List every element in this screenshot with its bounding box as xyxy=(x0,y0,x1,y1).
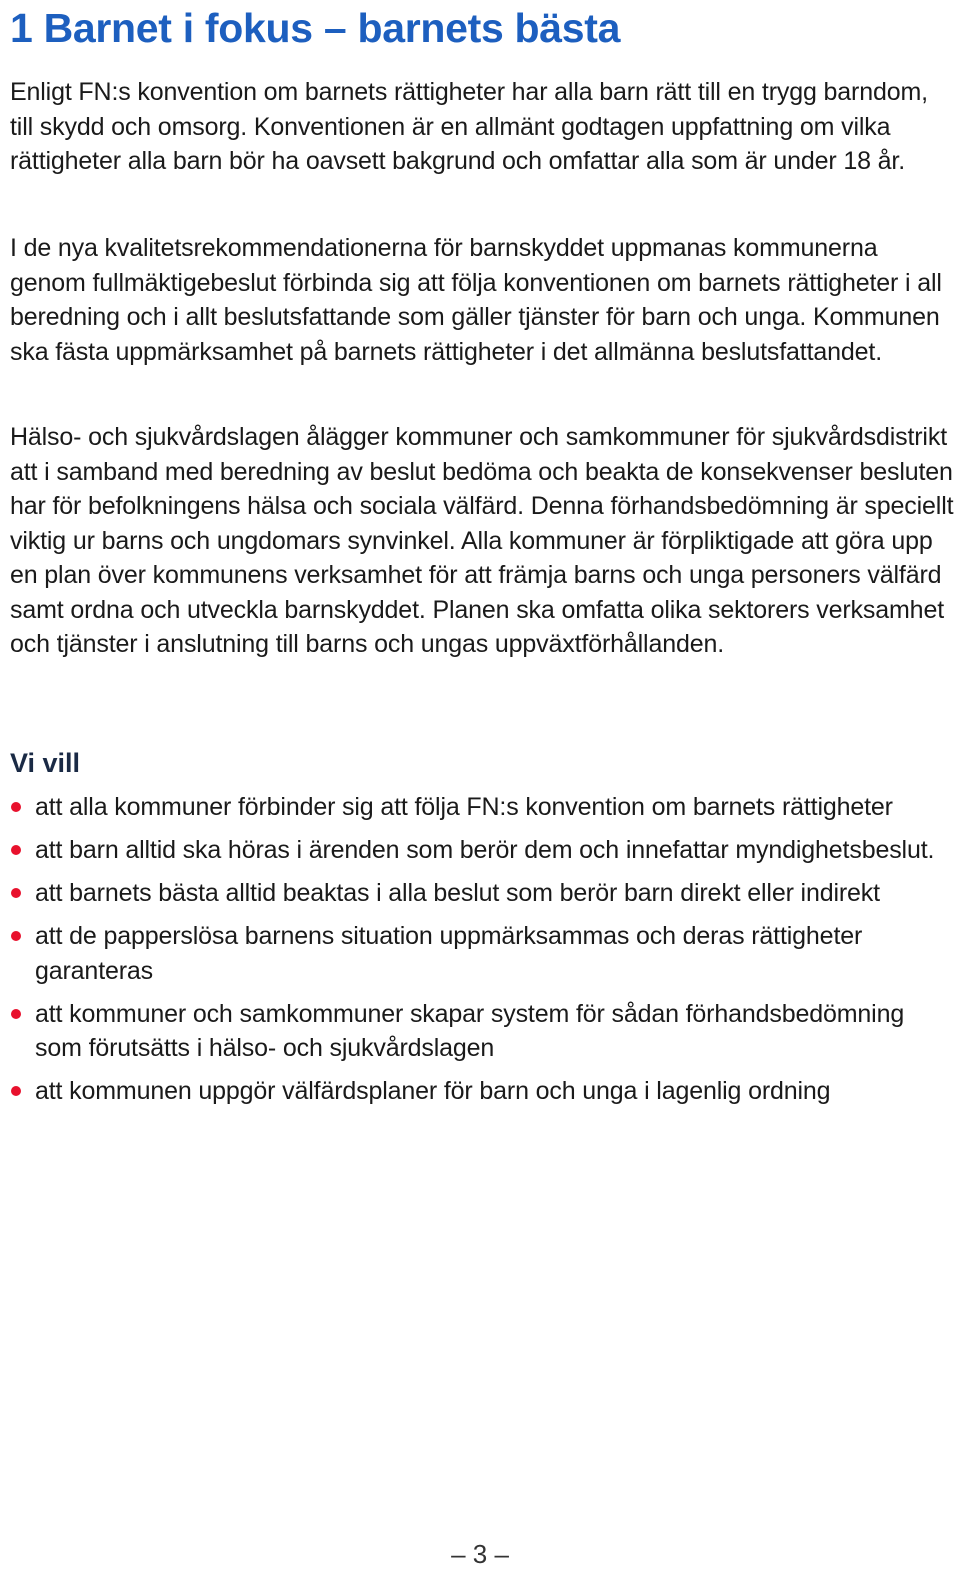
list-item-text: att alla kommuner förbinder sig att följa FN:s konvention om barnets rättigheter xyxy=(35,793,893,821)
list-item-text: att barn alltid ska höras i ärenden som berör dem och innefattar myndighetsbeslut. xyxy=(35,836,935,864)
page-number: – 3 – xyxy=(451,1539,509,1569)
list-item xyxy=(10,790,955,825)
bullet-dot-icon xyxy=(11,1009,21,1019)
list-item-text: att kommunen uppgör välfärdsplaner för barn och unga i lagenlig ordning xyxy=(35,1077,831,1105)
list-item xyxy=(10,997,955,1066)
bullet-dot-icon xyxy=(11,931,21,941)
list-item xyxy=(10,1074,955,1109)
paragraph-quality-recommendations: I de nya kvalitetsrekommendationerna för barnskyddet uppmanas kommunerna genom fullmäktigebeslut förbinda sig att följa konventionen om barnets rättigheter i all beredning och i allt beslutsfattande som gäller tjänster för barn och unga. Kommunen ska fästa uppmärksamhet på barnets rättigheter i det allmänna beslutsfattandet. xyxy=(10,234,942,366)
page-heading: 1 Barnet i fokus – barnets bästa xyxy=(10,5,621,51)
list-item xyxy=(10,919,955,988)
bullet-dot-icon xyxy=(11,845,21,855)
list-item xyxy=(10,876,955,911)
list-item xyxy=(10,833,955,868)
demands-list xyxy=(10,790,955,1117)
list-item-text: att kommuner och samkommuner skapar system för sådan förhandsbedömning som förutsätts i hälso- och sjukvårdslagen xyxy=(35,999,905,1062)
bullet-dot-icon xyxy=(11,888,21,898)
paragraph-health-care-act: Hälso- och sjukvårdslagen ålägger kommuner och samkommuner för sjukvårdsdistrikt att i samband med beredning av beslut bedöma och beakta de konsekvenser besluten har för befolkningens hälsa och sociala välfärd. Denna förhandsbedömning är speciellt viktig ur barns och ungdomars synvinkel. Alla kommuner är förpliktigade att göra upp en plan över kommunens verksamhet för att främja barns och unga personers välfärd samt ordna och utveckla barnskyddet. Planen ska omfatta olika sektorers verksamhet och tjänster i anslutning till barns och ungas uppväxtförhållanden. xyxy=(10,423,954,658)
list-item-text: att de papperslösa barnens situation uppmärksammas och deras rättigheter garanteras xyxy=(35,922,863,985)
paragraph-convention: Enligt FN:s konvention om barnets rättigheter har alla barn rätt till en trygg barndom, till skydd och omsorg. Konventionen är en allmänt godtagen uppfattning om vilka rättigheter alla barn bör ha oavsett bakgrund och omfattar alla som är under 18 år. xyxy=(10,78,928,175)
section-heading-vi-vill: Vi vill xyxy=(10,748,81,778)
bullet-dot-icon xyxy=(11,802,21,812)
list-item-text: att barnets bästa alltid beaktas i alla beslut som berör barn direkt eller indirekt xyxy=(35,879,880,907)
bullet-dot-icon xyxy=(11,1086,21,1096)
